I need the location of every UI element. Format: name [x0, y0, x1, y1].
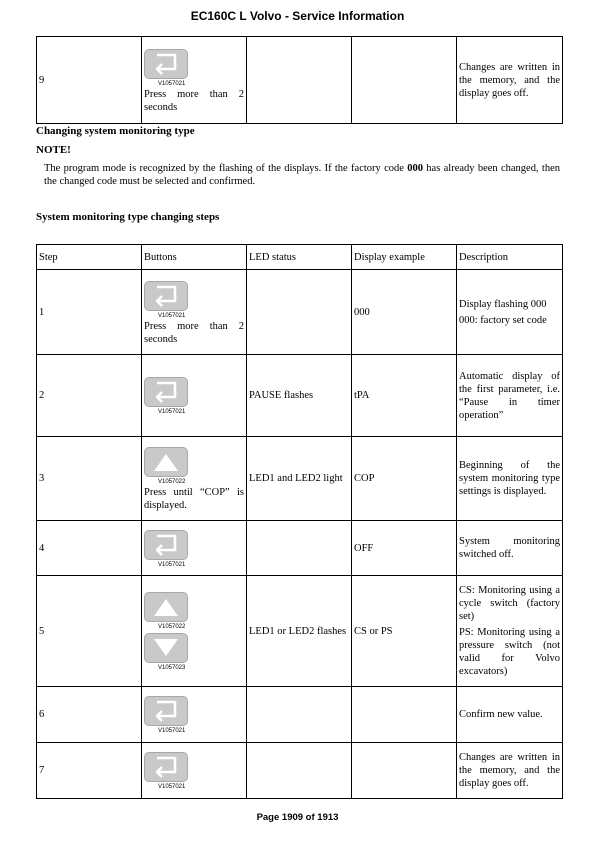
enter-return-icon — [144, 696, 188, 726]
image-code: V1057021 — [158, 561, 186, 568]
display-example: OFF — [352, 521, 457, 576]
page-title: EC160C L Volvo - Service Information — [190, 9, 405, 23]
led-status — [247, 687, 352, 743]
buttons-cell — [142, 743, 247, 799]
led-status — [247, 37, 352, 124]
description — [457, 355, 563, 437]
display-example: CS or PS — [352, 576, 457, 687]
page-footer: Page 1909 of 1913 — [256, 812, 339, 823]
image-code: V1057023 — [158, 665, 186, 671]
button-image — [144, 447, 244, 486]
led-status: LED1 or LED2 flashes — [247, 576, 352, 687]
button-image — [144, 281, 244, 320]
led-status: PAUSE flashes — [247, 355, 352, 437]
table-row — [37, 576, 563, 687]
steps-table — [36, 244, 563, 799]
image-code: V1057021 — [158, 409, 186, 415]
header-led-status: LED status — [247, 245, 352, 270]
description-line: Confirm new value. — [459, 709, 543, 720]
description-line: CS: Monitoring using a cycle switch (factory set) — [459, 585, 560, 622]
display-example: 000 — [352, 270, 457, 355]
button-image — [144, 696, 244, 735]
table-row — [37, 521, 563, 576]
step-number: 2 — [37, 355, 142, 437]
table-row — [37, 687, 563, 743]
button-image — [144, 633, 244, 672]
header-step: Step — [37, 245, 142, 270]
image-code: V1057022 — [158, 624, 186, 630]
display-example: tPA — [352, 355, 457, 437]
arrow-down-icon — [144, 633, 188, 663]
step-number: 4 — [37, 521, 142, 576]
image-code: V1057021 — [158, 312, 186, 319]
step-number: 3 — [37, 437, 142, 521]
description-line: Changes are written in the memory, and the display goes off. — [459, 752, 560, 789]
description — [457, 743, 563, 799]
table-row — [37, 37, 563, 124]
description — [457, 437, 563, 521]
arrow-up-icon — [144, 592, 188, 622]
header-display-example: Display example — [352, 245, 457, 270]
table-header-row — [37, 245, 563, 270]
description-line: 000: factory set code — [459, 314, 547, 326]
display-example — [352, 687, 457, 743]
buttons-cell — [142, 37, 247, 124]
factory-code: 000 — [407, 163, 423, 174]
display-example — [352, 37, 457, 124]
description: Changes are written in the memory, and the display goes off. — [457, 37, 563, 124]
image-code: V1057021 — [158, 80, 186, 87]
button-instruction: Press more than 2 seconds — [144, 88, 244, 113]
continuation-table — [36, 36, 563, 124]
table-row — [37, 270, 563, 355]
led-status: LED1 and LED2 light — [247, 437, 352, 521]
enter-return-icon — [144, 752, 188, 782]
image-code: V1057021 — [158, 784, 186, 790]
button-image — [144, 752, 244, 791]
step-number: 1 — [37, 270, 142, 355]
description — [457, 521, 563, 576]
table-row — [37, 355, 563, 437]
step-number: 9 — [37, 37, 142, 124]
enter-return-icon — [144, 281, 188, 311]
enter-return-icon — [144, 49, 188, 79]
button-image — [144, 592, 244, 631]
step-number: 6 — [37, 687, 142, 743]
header-buttons: Buttons — [142, 245, 247, 270]
display-example — [352, 743, 457, 799]
buttons-cell — [142, 270, 247, 355]
table-row — [37, 437, 563, 521]
buttons-cell — [142, 355, 247, 437]
button-image — [144, 377, 244, 416]
buttons-cell — [142, 687, 247, 743]
description-line: Automatic display of the first parameter, i.e. “Pause in timer operation” — [459, 370, 560, 421]
led-status — [247, 270, 352, 355]
table-row — [37, 743, 563, 799]
image-code: V1057021 — [158, 728, 186, 734]
led-status — [247, 521, 352, 576]
step-number: 7 — [37, 743, 142, 799]
enter-return-icon — [144, 377, 188, 407]
buttons-cell — [142, 521, 247, 576]
note-label: NOTE! — [36, 144, 71, 156]
header-description: Description — [457, 245, 563, 270]
section-heading: Changing system monitoring type — [36, 125, 195, 137]
step-number: 5 — [37, 576, 142, 687]
description — [457, 270, 563, 355]
description — [457, 687, 563, 743]
description — [457, 576, 563, 687]
buttons-cell — [142, 576, 247, 687]
led-status — [247, 743, 352, 799]
description-line: PS: Monitoring using a pressure switch (not valid for Volvo excavators) — [459, 627, 560, 677]
steps-heading: System monitoring type changing steps — [36, 211, 220, 223]
arrow-up-icon — [144, 447, 188, 477]
description-line: Display flashing 000 — [459, 298, 547, 310]
button-instruction: Press more than 2 seconds — [144, 320, 244, 345]
button-instruction: Press until “COP” is displayed. — [144, 487, 244, 511]
enter-return-icon — [144, 530, 188, 560]
button-image — [144, 49, 244, 88]
buttons-cell — [142, 437, 247, 521]
description-line: Beginning of the system monitoring type settings is displayed. — [459, 460, 560, 497]
note-text: The program mode is recognized by the flashing of the displays. If the factory code 000 has already been changed, then the changed code must be selected and confirmed. — [44, 163, 560, 187]
button-image — [144, 530, 244, 569]
display-example: COP — [352, 437, 457, 521]
description-line: System monitoring switched off. — [459, 536, 560, 560]
image-code: V1057022 — [158, 479, 186, 485]
